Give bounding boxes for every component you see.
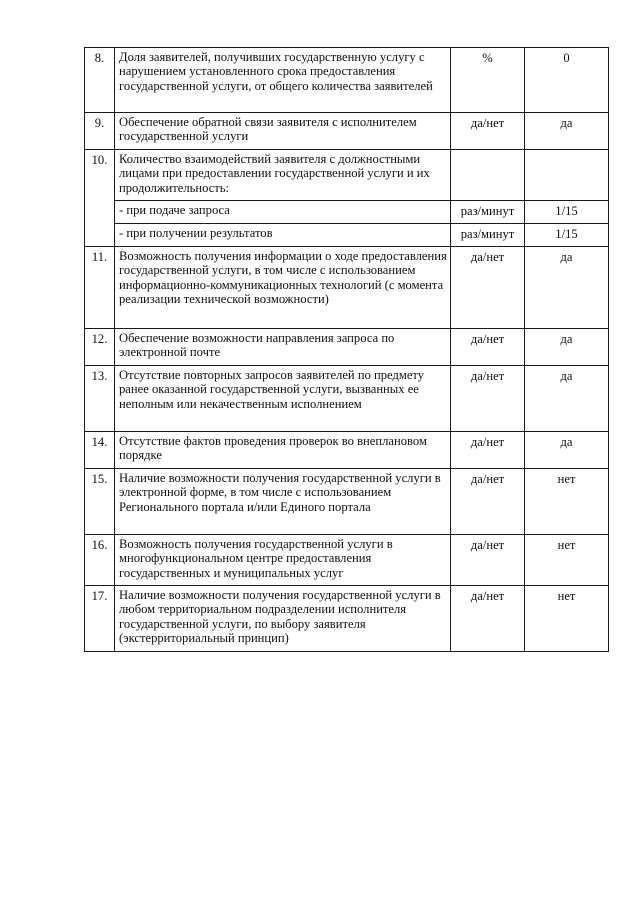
indicator-text: Наличие возможности получения государственной услуги в электронной форме, в том числе с использованием Регионального портала и/или Единого портала (115, 469, 451, 535)
row-number: 17. (85, 586, 115, 652)
row-number: 8. (85, 48, 115, 113)
indicator-value: 1/15 (525, 224, 609, 247)
table-row (85, 329, 609, 366)
indicator-unit: да/нет (451, 113, 525, 150)
indicator-unit: да/нет (451, 366, 525, 432)
indicator-text: Обеспечение возможности направления запроса по электронной почте (115, 329, 451, 366)
table-row (85, 586, 609, 652)
indicator-unit: да/нет (451, 247, 525, 329)
indicator-unit: да/нет (451, 329, 525, 366)
indicator-text: Наличие возможности получения государственной услуги в любом территориальном подразделении исполнителя государственной услуги, по выбору заявителя (экстерриториальный принцип) (115, 586, 451, 652)
row-number: 13. (85, 366, 115, 432)
row-number: 12. (85, 329, 115, 366)
table-row (85, 247, 609, 329)
indicator-text: Отсутствие повторных запросов заявителей по предмету ранее оказанной государственной услуги, вызванных ее неполным или некачественным исполнением (115, 366, 451, 432)
indicator-text: Возможность получения государственной услуги в многофункциональном центре предоставления государственных и муниципальных услуг (115, 535, 451, 586)
indicator-text: Количество взаимодействий заявителя с должностными лицами при предоставлении государственной услуги и их продолжительность: (115, 150, 451, 201)
indicator-unit: да/нет (451, 586, 525, 652)
indicators-table (84, 47, 609, 652)
table-row (85, 432, 609, 469)
table-subrow (85, 224, 609, 247)
indicator-unit: раз/минут (451, 201, 525, 224)
indicator-unit: да/нет (451, 469, 525, 535)
indicator-text: Возможность получения информации о ходе предоставления государственной услуги, в том числе с использованием информационно-коммуникационных технологий (с момента реализации технической возможности) (115, 247, 451, 329)
table-subrow (85, 201, 609, 224)
row-number: 11. (85, 247, 115, 329)
indicator-unit: да/нет (451, 535, 525, 586)
table-row (85, 150, 609, 201)
indicator-value: да (525, 113, 609, 150)
indicator-text: Доля заявителей, получивших государственную услугу с нарушением установленного срока предоставления государственной услуги, от общего количества заявителей (115, 48, 451, 113)
row-number: 10. (85, 150, 115, 247)
indicator-subtext: - при получении результатов (115, 224, 451, 247)
indicator-value: нет (525, 586, 609, 652)
indicator-value: да (525, 329, 609, 366)
indicator-text: Обеспечение обратной связи заявителя с исполнителем государственной услуги (115, 113, 451, 150)
row-number: 16. (85, 535, 115, 586)
table-row (85, 535, 609, 586)
row-number: 9. (85, 113, 115, 150)
table-row (85, 469, 609, 535)
indicator-value: 1/15 (525, 201, 609, 224)
indicator-value (525, 150, 609, 201)
indicator-subtext: - при подаче запроса (115, 201, 451, 224)
row-number: 15. (85, 469, 115, 535)
indicator-unit: да/нет (451, 432, 525, 469)
indicator-value: да (525, 366, 609, 432)
table-row (85, 113, 609, 150)
indicator-text: Отсутствие фактов проведения проверок во внеплановом порядке (115, 432, 451, 469)
indicator-value: да (525, 432, 609, 469)
indicator-value: нет (525, 469, 609, 535)
table-row (85, 366, 609, 432)
indicator-value: нет (525, 535, 609, 586)
indicator-unit: % (451, 48, 525, 113)
indicator-value: да (525, 247, 609, 329)
table-row (85, 48, 609, 113)
row-number: 14. (85, 432, 115, 469)
indicator-unit (451, 150, 525, 201)
indicator-value: 0 (525, 48, 609, 113)
indicator-unit: раз/минут (451, 224, 525, 247)
